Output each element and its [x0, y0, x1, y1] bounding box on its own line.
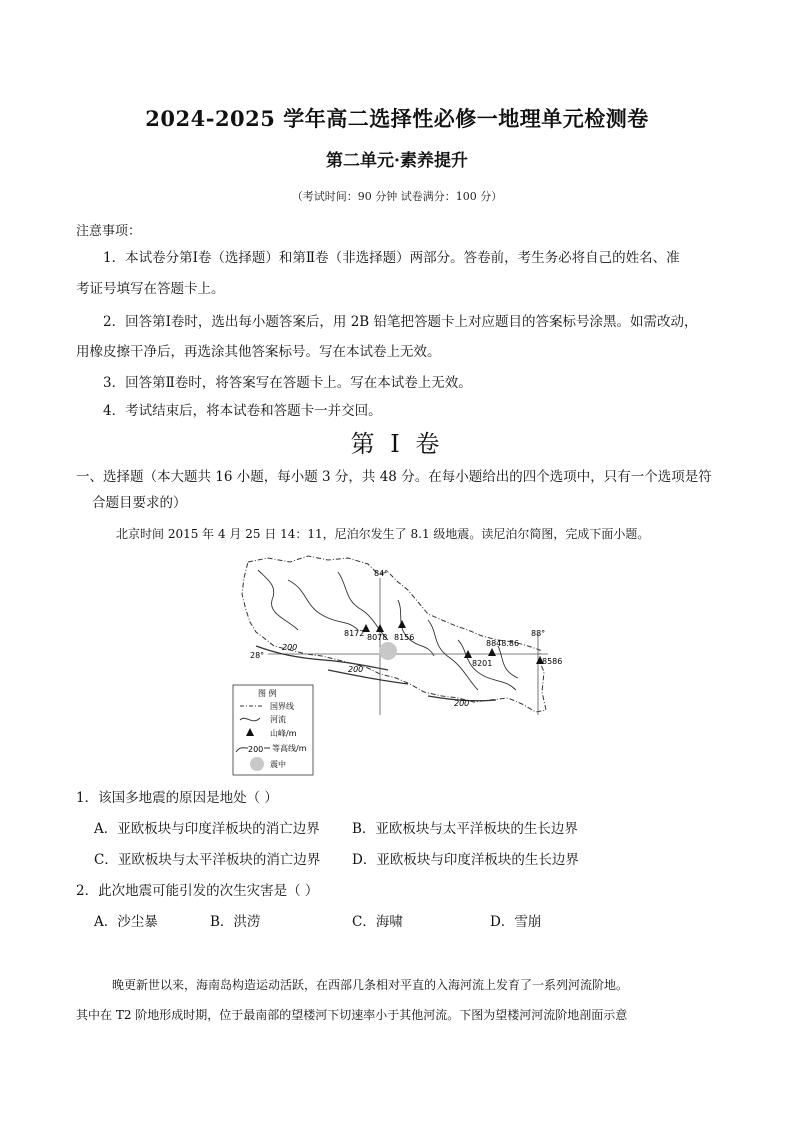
river-2 [288, 580, 358, 630]
river-1 [258, 570, 298, 630]
peak-label-8201: 8201 [472, 659, 493, 668]
q2-option-a: A．沙尘暴 [94, 914, 158, 930]
q1-option-d: D．亚欧板块与印度洋板块的生长边界 [352, 852, 579, 868]
passage-2-line-2: 其中在 T2 阶地形成时期，位于最南部的望楼河下切速率小于其他河流。下图为望楼河河流阶地剖面示意 [76, 1008, 628, 1022]
contour-label-1: 200 [282, 643, 298, 652]
legend-peak-label: 山峰/m [270, 729, 297, 738]
q2-stem: 2．此次地震可能引发的次生灾害是（ ） [76, 883, 319, 899]
nepal-map [228, 550, 563, 780]
notice-item-1-line-1: 1．本试卷分第Ⅰ卷（选择题）和第Ⅱ卷（非选择题）两部分。答卷前，考生务必将自己的姓名、准 [103, 250, 680, 266]
legend-river-label: 河流 [270, 715, 286, 724]
peak-label-8848: 8848.86 [486, 639, 520, 648]
exam-time-info: （考试时间：90 分钟 试卷满分：100 分） [291, 190, 503, 203]
unit-subtitle: 第二单元·素养提升 [326, 151, 468, 171]
contour-line-1 [256, 646, 388, 670]
notice-item-2-line-1: 2．回答第Ⅰ卷时，选出每小题答案后，用 2B 铅笔把答题卡上对应题目的答案标号涂黑。如需改动， [103, 314, 698, 330]
q1-option-a: A．亚欧板块与印度洋板块的消亡边界 [94, 821, 320, 837]
passage-2-line-1: 晚更新世以来，海南岛构造运动活跃，在西部几条相对平直的入海河流上发育了一系列河流阶地。 [112, 978, 629, 992]
peak-label-8156: 8156 [394, 633, 415, 642]
q1-option-c: C．亚欧板块与太平洋板块的消亡边界 [94, 852, 321, 868]
lon-84-label: 84° [374, 569, 389, 578]
peak-label-8078: 8078 [367, 633, 388, 642]
q2-option-d: D．雪崩 [490, 914, 542, 930]
exam-title: 2024-2025 学年高二选择性必修一地理单元检测卷 [145, 106, 649, 131]
part1-instruction-line-1: 一、选择题（本大题共 16 小题，每小题 3 分，共 48 分。在每小题给出的四个选项中，只有一个选项是符 [76, 469, 712, 485]
epicenter-marker [379, 642, 397, 660]
peak-icon [376, 624, 384, 632]
part1-instruction-line-2: 合题目要求的） [92, 495, 187, 511]
peak-icon [488, 648, 496, 656]
q1-stem: 1．该国多地震的原因是地处（ ） [76, 790, 278, 806]
notice-item-1-line-2: 考证号填写在答题卡上。 [76, 281, 225, 297]
q2-option-b: B．洪涝 [210, 914, 261, 930]
notice-heading: 注意事项： [76, 224, 142, 239]
contour-line-2 [328, 670, 408, 684]
notice-item-3: 3．回答第Ⅱ卷时，将答案写在答题卡上。写在本试卷上无效。 [103, 375, 472, 391]
lon-88-label: 88° [531, 629, 546, 638]
notice-item-2-line-2: 用橡皮擦干净后，再选涂其他答案标号。写在本试卷上无效。 [76, 344, 441, 360]
legend-contour-value: 200 [248, 745, 264, 754]
lat-28-label: 28° [250, 651, 265, 660]
legend-epicenter-label: 震中 [270, 760, 286, 769]
q2-option-c: C．海啸 [352, 914, 403, 930]
q1-option-b: B．亚欧板块与太平洋板块的生长边界 [352, 821, 578, 837]
peak-icon [398, 620, 406, 628]
peak-label-8172: 8172 [344, 629, 365, 638]
legend-title: 图 例 [258, 689, 277, 698]
notice-item-4: 4．考试结束后，将本试卷和答题卡一并交回。 [103, 403, 382, 419]
legend-border-label: 国界线 [270, 702, 294, 711]
peak-label-8586: 8586 [542, 657, 563, 666]
contour-label-2: 200 [348, 665, 364, 674]
legend-epicenter-icon [250, 757, 264, 771]
river-7 [498, 646, 518, 678]
legend-contour-label: 等高线/m [272, 744, 307, 753]
contour-label-3: 200 [454, 699, 470, 708]
passage-1: 北京时间 2015 年 4 月 25 日 14：11，尼泊尔发生了 8.1 级地震。读尼泊尔简图，完成下面小题。 [116, 527, 650, 541]
section-title: 第 I 卷 [350, 430, 444, 458]
